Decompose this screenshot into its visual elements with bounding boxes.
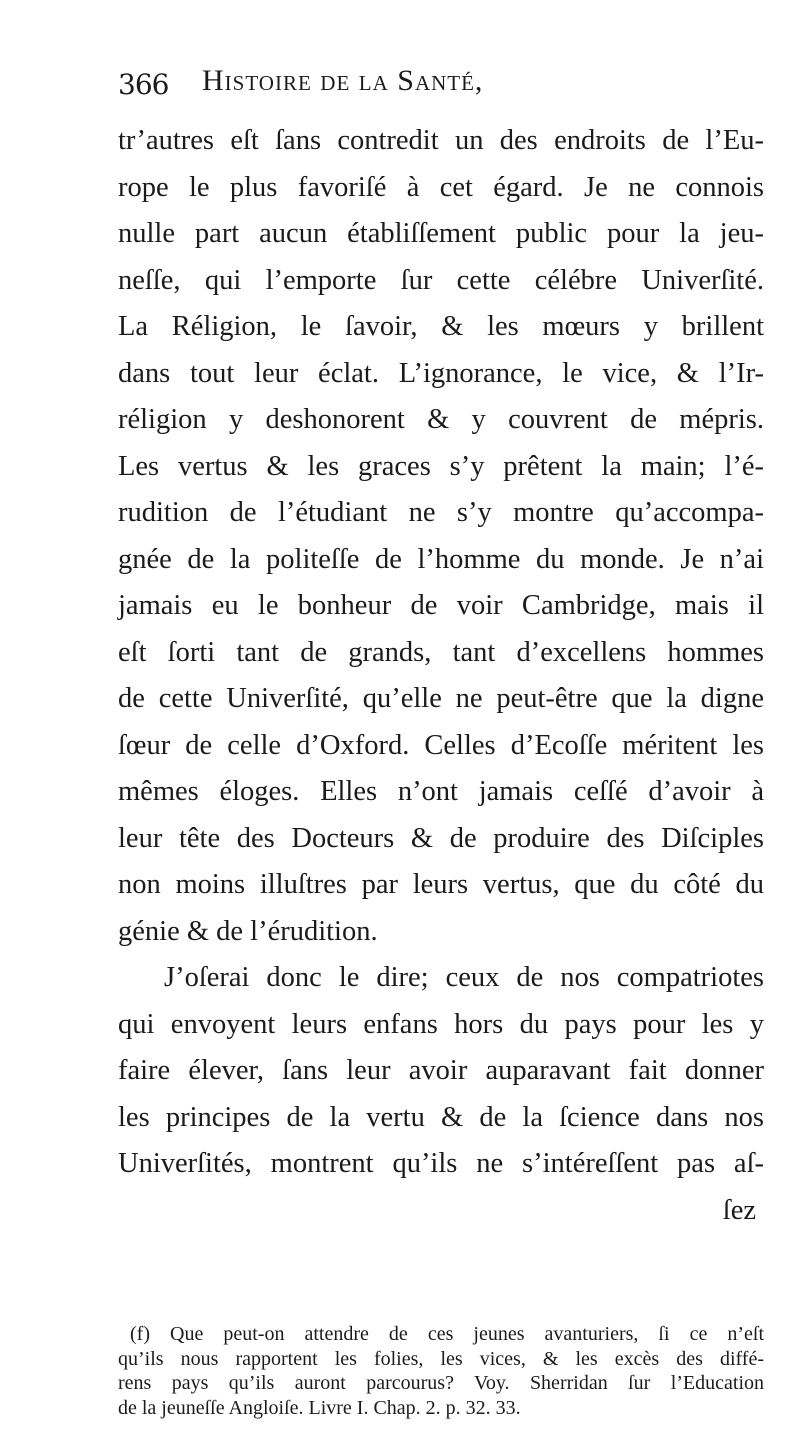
text-line-paragraph-end: génie & de l’érudition.: [118, 915, 378, 947]
text-line: rope le plus favoriſé à cet égard. Je ne connois: [118, 171, 764, 203]
body-text: [118, 118, 764, 1234]
text-line: réligion y deshonorent & y couvrent de mépris.: [118, 404, 764, 435]
text-line: eſt ſorti tant de grands, tant d’excellens hommes: [118, 636, 764, 668]
footnote: [118, 1322, 764, 1420]
text-line: non moins illuſtres par leurs vertus, que du côté du: [118, 869, 764, 900]
text-line: qui envoyent leurs enfans hors du pays pour les y: [118, 1008, 764, 1040]
text-line: leur tête des Docteurs & de produire des Diſciples: [118, 822, 764, 854]
text-line: neſſe, qui l’emporte ſur cette célébre Univerſité.: [118, 264, 764, 296]
text-line: dans tout leur éclat. L’ignorance, le vice, & l’Ir-: [118, 357, 764, 389]
footnote-line: (f) Que peut-on attendre de ces jeunes avanturiers, ſi ce n’eſt: [130, 1323, 764, 1345]
text-line: Les vertus & les graces s’y prêtent la main; l’é-: [118, 450, 764, 482]
text-line: ſœur de celle d’Oxford. Celles d’Ecoſſe méritent les: [118, 729, 764, 761]
text-line: de cette Univerſité, qu’elle ne peut-être que la digne: [118, 683, 764, 714]
page-number: 366: [118, 68, 169, 101]
text-line: jamais eu le bonheur de voir Cambridge, mais il: [118, 590, 764, 621]
running-head: [0, 58, 800, 102]
text-line: La Réligion, le ſavoir, & les mœurs y brillent: [118, 311, 764, 342]
text-line: tr’autres eſt ſans contredit un des endroits de l’Eu-: [118, 125, 764, 156]
catchword: ſez: [722, 1194, 756, 1226]
footnote-line: qu’ils nous rapportent les folies, les vices, & les excès des diffé-: [118, 1347, 764, 1370]
text-line: mêmes éloges. Elles n’ont jamais ceſſé d’avoir à: [118, 776, 764, 807]
text-line: rudition de l’étudiant ne s’y montre qu’accompa-: [118, 497, 764, 528]
footnote-line: de la jeuneſſe Angloiſe. Livre I. Chap. 2. p. 32. 33.: [118, 1396, 521, 1419]
footnote-line: rens pays qu’ils auront parcourus? Voy. Sherridan ſur l’Education: [118, 1372, 764, 1394]
text-line: les principes de la vertu & de la ſcience dans nos: [118, 1101, 764, 1133]
text-line: nulle part aucun établiſſement public pour la jeu-: [118, 218, 764, 249]
text-line: Univerſités, montrent qu’ils ne s’intéreſſent pas aſ-: [118, 1148, 764, 1179]
text-line: gnée de la politeſſe de l’homme du monde. Je n’ai: [118, 543, 764, 575]
text-line-paragraph-start: J’oſerai donc le dire; ceux de nos compatriotes: [164, 962, 764, 993]
text-line: faire élever, ſans leur avoir auparavant fait donner: [118, 1055, 764, 1086]
running-title: Histoire de la Santé,: [202, 64, 484, 97]
